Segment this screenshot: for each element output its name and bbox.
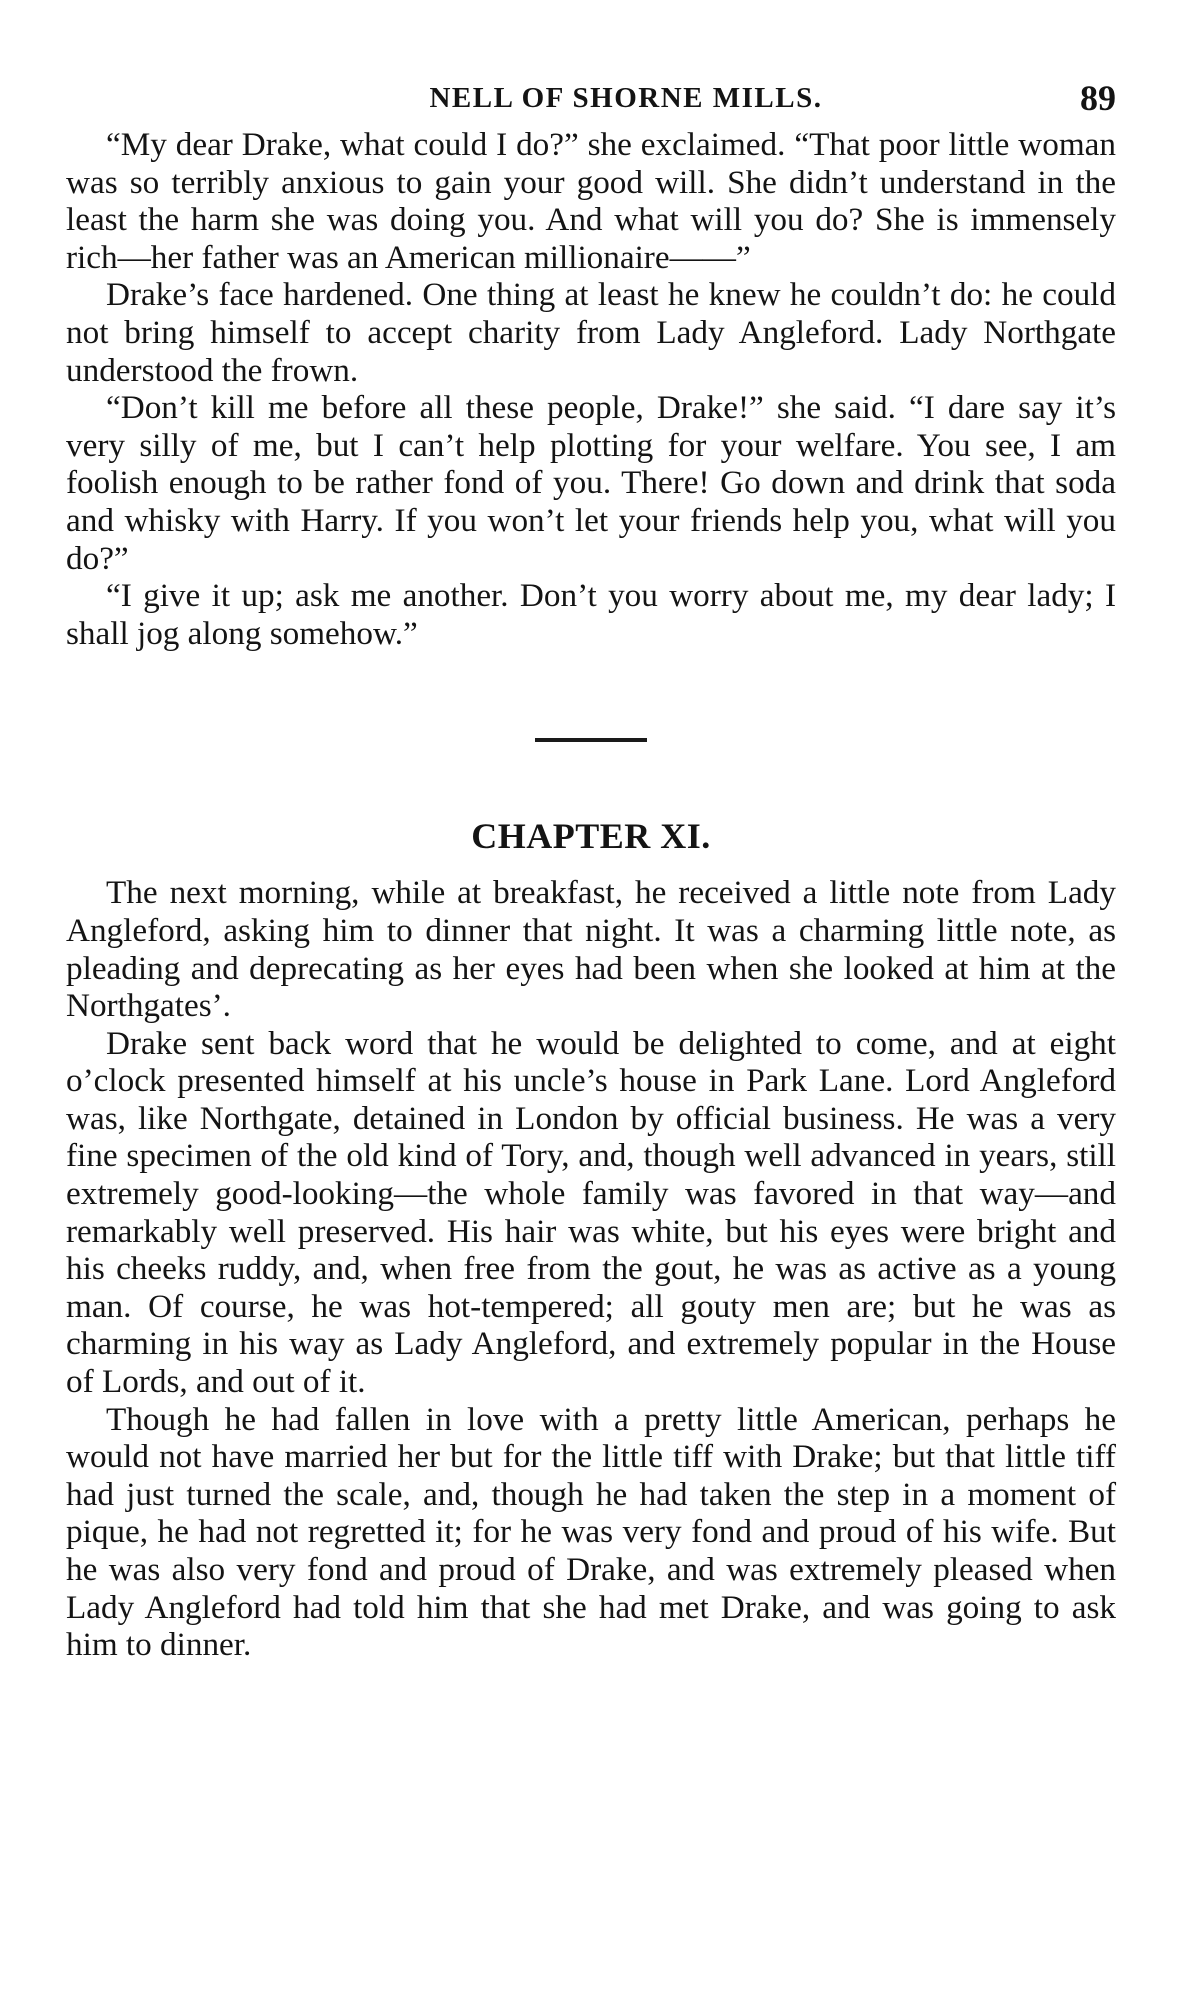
paragraph: Drake’s face hardened. One thing at least he knew he couldn’t do: he could not bring himself to accept charity from Lady Angleford. Lady Northgate understood the frown. <box>66 276 1116 389</box>
running-title: NELL OF SHORNE MILLS. <box>429 82 823 114</box>
chapter-body <box>66 874 1116 1663</box>
chapter-heading: CHAPTER XI. <box>471 816 711 857</box>
page-number: 89 <box>1080 78 1116 118</box>
paragraph: Drake sent back word that he would be delighted to come, and at eight o’clock presented himself at his uncle’s house in Park Lane. Lord Angleford was, like Northgate, detained in London by official business. He was a very fine specimen of the old kind of Tory, and, though well advanced in years, still extremely good-looking—the whole family was favored in that way—and remarkably well preserved. His hair was white, but his eyes were bright and his cheeks ruddy, and, when free from the gout, he was as active as a young man. Of course, he was hot-tempered; all gouty men are; but he was as charming in his way as Lady Angleford, and extremely popular in the House of Lords, and out of it. <box>66 1024 1116 1401</box>
section-break-rule <box>535 738 647 742</box>
paragraph: The next morning, while at breakfast, he received a little note from Lady Angleford, asking him to dinner that night. It was a charming little note, as pleading and deprecating as her eyes had been when she looked at him at the Northgates’. <box>66 874 1116 1025</box>
paragraph: Though he had fallen in love with a pretty little American, perhaps he would not have married her but for the little tiff with Drake; but that little tiff had just turned the scale, and, though he had taken the step in a moment of pique, he had not regretted it; for he was very fond and proud of his wife. But he was also very fond and proud of Drake, and was extremely pleased when Lady Angleford had told him that she had met Drake, and was going to ask him to dinner. <box>66 1400 1116 1664</box>
paragraph: “I give it up; ask me another. Don’t you worry about me, my dear lady; I shall jog along somehow.” <box>66 577 1116 652</box>
section-one <box>66 126 1116 652</box>
paragraph: “My dear Drake, what could I do?” she exclaimed. “That poor little woman was so terribly anxious to gain your good will. She didn’t understand in the least the harm she was doing you. And what will you do? She is immensely rich—her father was an American millionaire——” <box>66 126 1116 276</box>
paragraph: “Don’t kill me before all these people, Drake!” she said. “I dare say it’s very silly of me, but I can’t help plotting for your welfare. You see, I am foolish enough to be rather fond of you. There! Go down and drink that soda and whisky with Harry. If you won’t let your friends help you, what will you do?” <box>66 389 1116 577</box>
book-page <box>66 70 1116 1664</box>
running-head <box>66 70 1116 126</box>
